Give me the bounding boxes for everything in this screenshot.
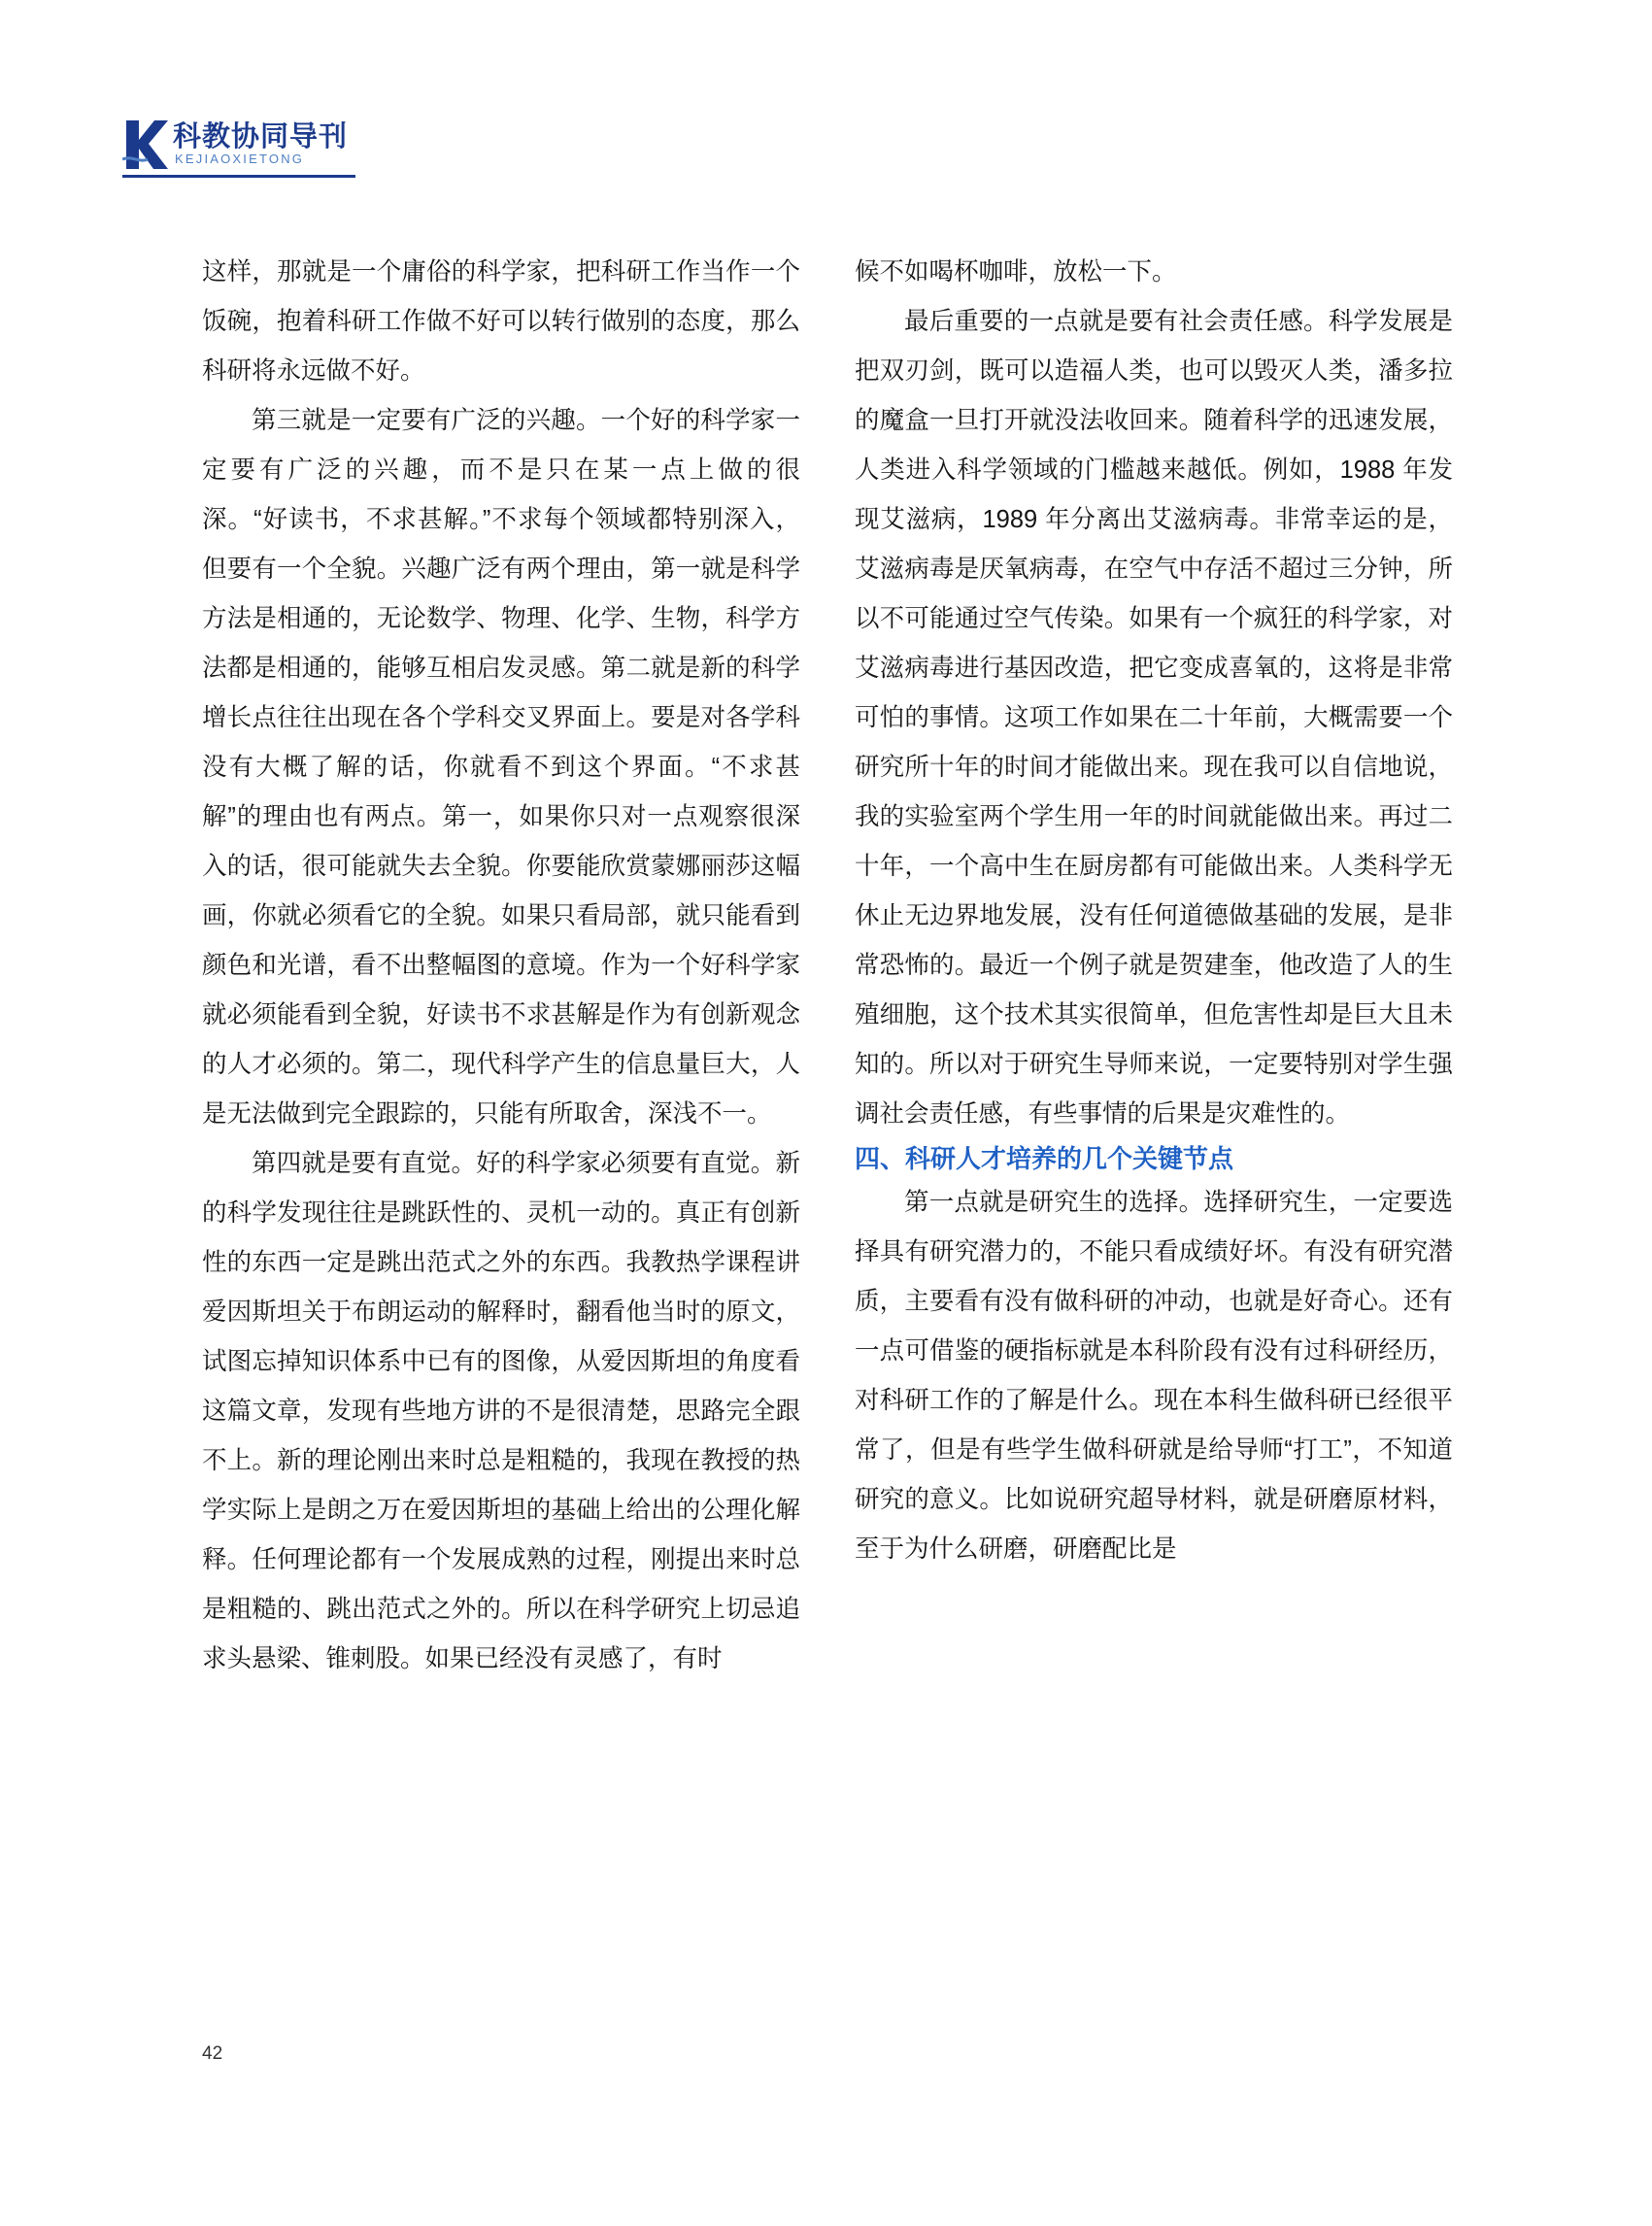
paragraph: 第一点就是研究生的选择。选择研究生，一定要选择具有研究潜力的，不能只看成绩好坏。有没有研究潜质，主要看有没有做科研的冲动，也就是好奇心。还有一点可借鉴的硬指标就是本科阶段有没有过科研经历，对科研工作的了解是什么。现在本科生做科研已经很平常了，但是有些学生做科研就是给导师“打工”，不知道研究的意义。比如说研究超导材料，就是研磨原材料，至于为什么研磨，研磨配比是 xyxy=(855,1189,1453,1563)
paragraph: 候不如喝杯咖啡，放松一下。 xyxy=(855,258,1177,286)
right-column xyxy=(855,248,1453,1574)
masthead xyxy=(122,115,355,190)
paragraph: 这样，那就是一个庸俗的科学家，把科研工作当作一个饭碗，抱着科研工作做不好可以转行做别的态度，那么科研将永远做不好。 xyxy=(202,258,800,385)
paragraph: 第四就是要有直觉。好的科学家必须要有直觉。新的科学发现往往是跳跃性的、灵机一动的。真正有创新性的东西一定是跳出范式之外的东西。我教热学课程讲爱因斯坦关于布朗运动的解释时，翻看他当时的原文，试图忘掉知识体系中已有的图像，从爱因斯坦的角度看这篇文章，发现有些地方讲的不是很清楚，思路完全跟不上。新的理论刚出来时总是粗糙的，我现在教授的热学实际上是朗之万在爱因斯坦的基础上给出的公理化解释。任何理论都有一个发展成熟的过程，刚提出来时总是粗糙的、跳出范式之外的。所以在科学研究上切忌追求头悬梁、锥刺股。如果已经没有灵感了，有时 xyxy=(202,1150,800,1672)
section-heading: 四、科研人才培养的几个关键节点 xyxy=(855,1144,1234,1173)
left-column xyxy=(202,248,800,1684)
journal-logo-icon xyxy=(122,117,169,173)
journal-title: 科教协同导刊 xyxy=(173,121,349,152)
page-number: 42 xyxy=(202,2043,223,2064)
journal-pinyin: KEJIAOXIETONG xyxy=(175,152,305,166)
paragraph: 第三就是一定要有广泛的兴趣。一个好的科学家一定要有广泛的兴趣，而不是只在某一点上做的很深。“好读书，不求甚解。”不求每个领域都特别深入，但要有一个全貌。兴趣广泛有两个理由，第一就是科学方法是相通的，无论数学、物理、化学、生物，科学方法都是相通的，能够互相启发灵感。第二就是新的科学增长点往往出现在各个学科交叉界面上。要是对各学科没有大概了解的话，你就看不到这个界面。“不求甚解”的理由也有两点。第一，如果你只对一点观察很深入的话，很可能就失去全貌。你要能欣赏蒙娜丽莎这幅画，你就必须看它的全貌。如果只看局部，就只能看到颜色和光谱，看不出整幅图的意境。作为一个好科学家就必须能看到全貌，好读书不求甚解是作为有创新观念的人才必须的。第二，现代科学产生的信息量巨大，人是无法做到完全跟踪的，只能有所取舍，深浅不一。 xyxy=(202,407,800,1128)
masthead-divider xyxy=(122,175,355,178)
paragraph: 最后重要的一点就是要有社会责任感。科学发展是把双刃剑，既可以造福人类，也可以毁灭人类，潘多拉的魔盒一旦打开就没法收回来。随着科学的迅速发展，人类进入科学领域的门槛越来越低。例如，1988 年发现艾滋病，1989 年分离出艾滋病毒。非常幸运的是，艾滋病毒是厌氧病毒，在空气中存活不超过三分钟，所以不可能通过空气传染。如果有一个疯狂的科学家，对艾滋病毒进行基因改造，把它变成喜氧的，这将是非常可怕的事情。这项工作如果在二十年前，大概需要一个研究所十年的时间才能做出来。现在我可以自信地说，我的实验室两个学生用一年的时间就能做出来。再过二十年，一个高中生在厨房都有可能做出来。人类科学无休止无边界地发展，没有任何道德做基础的发展，是非常恐怖的。最近一个例子就是贺建奎，他改造了人的生殖细胞，这个技术其实很简单，但危害性却是巨大且未知的。所以对于研究生导师来说，一定要特别对学生强调社会责任感，有些事情的后果是灾难性的。 xyxy=(855,308,1453,1128)
